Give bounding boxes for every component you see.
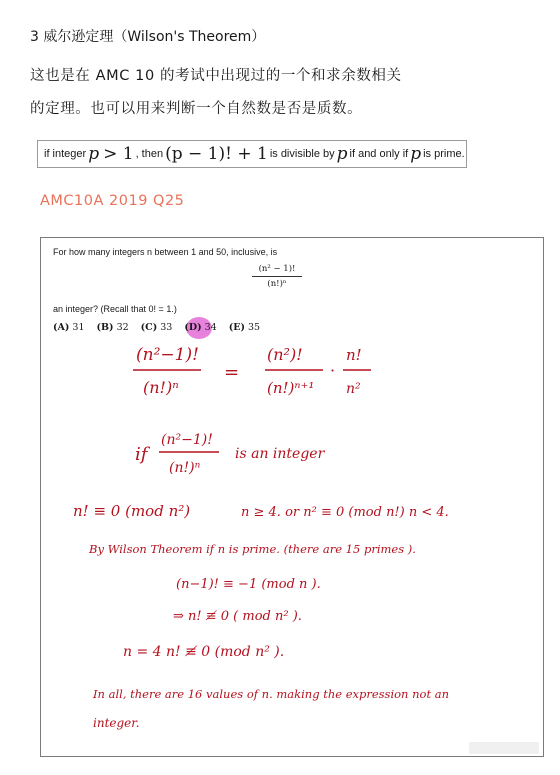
theorem-text: is divisible by	[269, 148, 335, 160]
choice-c	[141, 322, 173, 333]
intro-paragraph-line1: 这也是在 AMC 10 的考试中出现过的一个和求余数相关	[30, 68, 402, 84]
hw-eq1-equals: =	[224, 362, 240, 383]
choice-letter: (A)	[53, 322, 70, 333]
hw-eq2-num: (n²−1)!	[161, 432, 213, 448]
hw-eq1-r1-num: (n²)!	[267, 345, 303, 364]
choice-value: 32	[116, 322, 129, 333]
choice-letter: (C)	[140, 322, 158, 333]
problem-question: For how many integers n between 1 and 50, inclusive, is	[53, 247, 278, 257]
answer-choices	[53, 322, 272, 333]
hw-eq1-lhs-num: (n²−1)!	[136, 345, 199, 365]
theorem-text: , then	[135, 148, 164, 160]
hw-if: if	[135, 444, 148, 465]
hw-eq1-r2-num: n!	[346, 346, 362, 364]
section-heading: 3 威尔逊定理（Wilson's Theorem）	[30, 29, 266, 45]
choice-letter: (E)	[228, 322, 245, 333]
handwritten-solution	[41, 338, 544, 757]
hw-eq1-lhs-den: (n!)ⁿ	[143, 378, 179, 397]
hw-line7: n = 4 n! ≢ 0 (mod n² ).	[123, 644, 285, 660]
choice-letter: (B)	[96, 322, 114, 333]
problem-image	[40, 237, 544, 757]
theorem-math: p	[88, 144, 100, 164]
theorem-text: is prime.	[423, 148, 465, 160]
hw-eq1-r1-den: (n!)ⁿ⁺¹	[267, 379, 315, 397]
problem-title: AMC10A 2019 Q25	[40, 193, 185, 209]
hw-line3b: n ≥ 4. or n² ≡ 0 (mod n!) n < 4.	[241, 505, 449, 520]
choice-d-highlighted	[184, 322, 216, 333]
watermark-area	[469, 742, 539, 754]
problem-recall: an integer? (Recall that 0! = 1.)	[53, 304, 177, 314]
theorem-text: if and only if	[349, 148, 409, 160]
fraction-numerator: (n² − 1)!	[258, 264, 296, 274]
theorem-math: p	[410, 144, 422, 164]
problem-fraction	[252, 264, 302, 289]
hw-eq1-dot: ·	[330, 361, 336, 380]
hw-line5: (n−1)! ≡ −1 (mod n ).	[176, 577, 321, 592]
fraction-denominator: (n!)ⁿ	[267, 279, 287, 289]
hw-line3a: n! ≡ 0 (mod n²)	[73, 502, 191, 520]
choice-value: 34	[204, 322, 217, 333]
theorem-math: > 1	[103, 144, 134, 164]
wilson-theorem-box	[37, 140, 467, 168]
hw-eq1-r2-den: n²	[346, 381, 361, 397]
theorem-math: (p − 1)! + 1	[165, 144, 268, 164]
choice-e	[229, 322, 260, 333]
choice-a	[53, 322, 85, 333]
choice-value: 33	[160, 322, 173, 333]
choice-value: 31	[72, 322, 85, 333]
choice-letter: (D)	[184, 322, 202, 333]
hw-line8: In all, there are 16 values of n. making the expression not an	[93, 687, 449, 701]
hw-is-integer: is an integer	[235, 446, 325, 462]
hw-line4: By Wilson Theorem if n is prime. (there are 15 primes ).	[89, 542, 416, 556]
hw-line9: integer.	[93, 716, 140, 730]
fraction-bar	[252, 276, 302, 277]
choice-value: 35	[247, 322, 261, 333]
hw-eq2-den: (n!)ⁿ	[169, 460, 201, 476]
theorem-text: if integer	[44, 148, 87, 160]
intro-paragraph-line2: 的定理。也可以用来判断一个自然数是否是质数。	[30, 101, 363, 117]
hw-line6: ⇒ n! ≢ 0 ( mod n² ).	[173, 609, 302, 624]
choice-b	[97, 322, 129, 333]
theorem-math: p	[336, 144, 348, 164]
